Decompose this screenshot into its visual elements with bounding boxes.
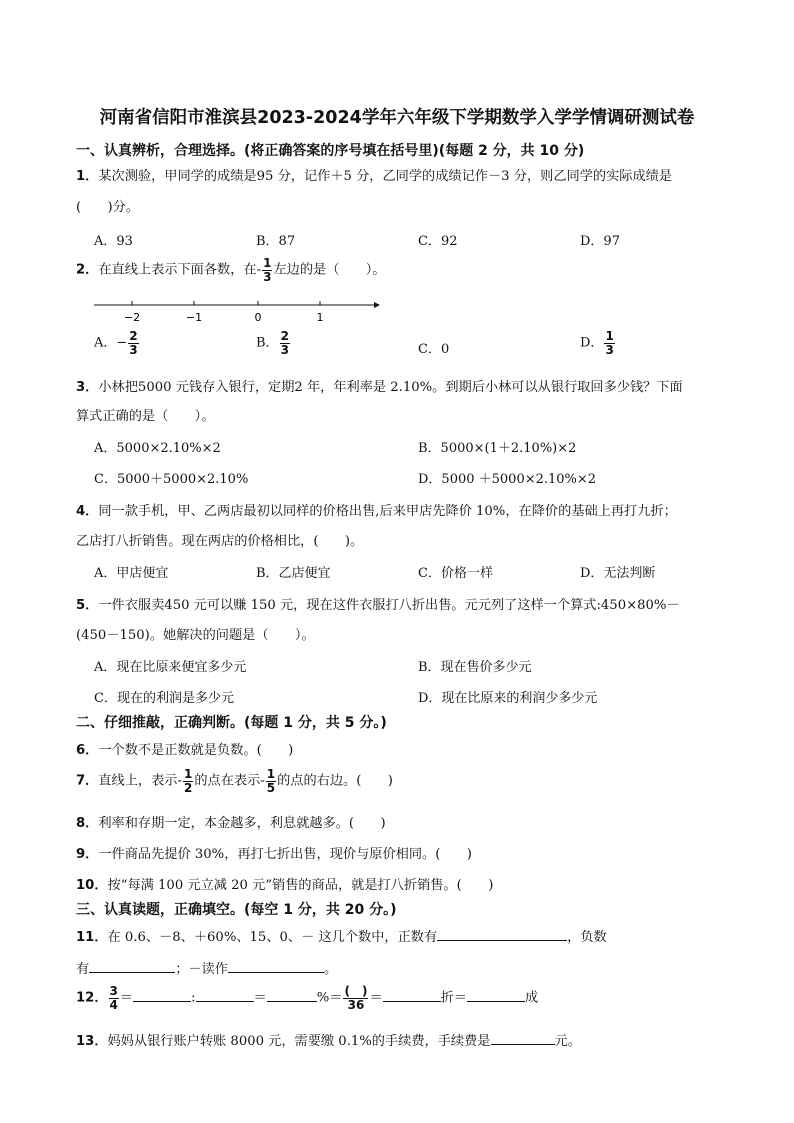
answer-blank[interactable]	[196, 988, 254, 1002]
denominator: 4	[109, 997, 118, 1012]
question-3-line-2: 算式正确的是（ ）。	[76, 409, 215, 424]
answer-blank[interactable]	[89, 959, 175, 973]
question-text: 在 0.6、－8、＋60%、15、0、－ 这几个数中，正数有	[107, 930, 438, 945]
option-c: C．92	[418, 234, 458, 249]
numerator: 2	[129, 329, 138, 343]
option-b: B．现在售价多少元	[418, 660, 532, 675]
question-4	[76, 500, 677, 519]
question-number: 5．	[76, 598, 99, 613]
question-text: 按“每满 100 元立减 20 元”销售的商品，就是打八折销售。( )	[107, 878, 494, 893]
denominator: 3	[280, 342, 289, 357]
option-a	[94, 330, 140, 356]
fraction	[262, 257, 272, 283]
section-2-heading: 二、仔细推敲，正确判断。(每题 1 分，共 5 分。)	[76, 715, 387, 731]
question-text: 利率和存期一定，本金越多，利息就越多。( )	[98, 816, 386, 831]
question-text: 小林把5000 元钱存入银行，定期2 年，年利率是 2.10%。到期后小林可以从银行取回多少钱？下面	[98, 380, 683, 395]
question-11	[76, 926, 607, 945]
question-1	[76, 165, 672, 184]
question-number: 7．	[76, 773, 99, 789]
numerator: ( )	[344, 984, 368, 998]
question-number: 8．	[76, 816, 99, 831]
question-text-end: 。	[323, 962, 338, 977]
question-number: 13．	[76, 1034, 108, 1049]
denominator: 3	[129, 342, 138, 357]
cheng-label: 成	[525, 990, 539, 1006]
question-text-mid: 的点在表示-	[194, 773, 265, 789]
answer-blank[interactable]	[383, 988, 441, 1002]
answer-blank[interactable]	[437, 927, 567, 941]
percent-equals: %＝	[316, 990, 343, 1006]
option-b: B．5000×(1＋2.10%)×2	[418, 441, 577, 456]
question-text: 妈妈从银行账户转账 8000 元，需要缴 0.1%的手续费，手续费是	[107, 1034, 491, 1049]
answer-blank[interactable]	[228, 959, 324, 973]
question-text-end: 左边的是（ ）。	[273, 262, 386, 278]
question-2	[76, 257, 386, 283]
denominator: 3	[263, 269, 272, 284]
answer-blank[interactable]	[267, 988, 317, 1002]
question-number: 2．	[76, 262, 99, 278]
option-d: D．97	[580, 234, 620, 249]
question-number: 3．	[76, 380, 99, 395]
option-b: B．乙店便宜	[256, 566, 331, 581]
option-letter: A．	[94, 335, 117, 351]
question-text: 同一款手机，甲、乙两店最初以同样的价格出售,后来甲店先降价 10%，在降价的基础上再打九折；	[98, 504, 677, 519]
question-3	[76, 376, 683, 395]
arrow-icon	[374, 302, 380, 308]
option-letter: B．	[256, 335, 279, 351]
question-text-mid: ；－读作	[175, 962, 228, 977]
question-6	[76, 739, 293, 758]
denominator: 36	[347, 997, 365, 1012]
section-1-heading: 一、认真辨析，合理选择。(将正确答案的序号填在括号里)(每题 2 分，共 10 分)	[76, 143, 585, 159]
question-text-end: ，负数	[567, 930, 607, 945]
minus-sign: −	[116, 335, 128, 351]
question-5-line-2: (450－150)。她解决的问题是（ ）。	[76, 628, 315, 643]
question-number: 10．	[76, 878, 108, 893]
fraction	[109, 985, 119, 1011]
question-number: 4．	[76, 504, 99, 519]
question-number: 1．	[76, 169, 99, 184]
option-b: B．87	[256, 234, 296, 249]
option-d: D．现在比原来的利润少多少元	[418, 691, 598, 706]
number-line	[92, 297, 382, 327]
question-5	[76, 594, 680, 613]
colon-sign: :	[191, 990, 196, 1006]
question-text-end: 元。	[554, 1034, 581, 1049]
answer-blank[interactable]	[467, 988, 525, 1002]
question-1-line-2: ( )分。	[76, 200, 140, 215]
numerator: 1	[263, 256, 272, 270]
numerator: 1	[183, 767, 193, 781]
fraction	[343, 985, 368, 1011]
equals-sign: ＝	[119, 990, 134, 1006]
question-number: 6．	[76, 743, 99, 758]
tick-label: −2	[123, 311, 141, 324]
option-d: D．无法判断	[580, 566, 656, 581]
tick-label: 0	[254, 311, 262, 324]
option-c: C．现在的利润是多少元	[94, 691, 234, 706]
fraction	[128, 330, 138, 356]
question-10	[76, 874, 493, 893]
question-number: 11．	[76, 930, 108, 945]
question-11-line-2	[76, 958, 337, 977]
tick-label: 1	[316, 311, 324, 324]
question-8	[76, 812, 386, 831]
question-text: 一件商品先提价 30%，再打七折出售，现价与原价相同。( )	[98, 847, 472, 862]
option-a: A．现在比原来便宜多少元	[94, 660, 247, 675]
fraction	[266, 768, 276, 794]
equals-sign: ＝	[253, 990, 267, 1006]
fraction	[604, 330, 614, 356]
question-text-end: 的点的右边。( )	[277, 773, 393, 789]
option-c: C．价格一样	[418, 566, 493, 581]
question-4-line-2: 乙店打八折销售。现在两店的价格相比，( )。	[76, 534, 364, 549]
tick-label: −1	[185, 311, 203, 324]
question-text: 某次测验，甲同学的成绩是95 分，记作＋5 分，乙同学的成绩记作－3 分，则乙同学的实际成绩是	[98, 169, 673, 184]
question-text: 一个数不是正数就是负数。( )	[98, 743, 294, 758]
option-a: A．93	[94, 234, 133, 249]
discount-label: 折＝	[440, 990, 467, 1006]
option-text: 0	[440, 342, 450, 357]
option-c	[418, 338, 449, 357]
option-letter: C．	[418, 342, 441, 357]
option-d	[580, 330, 616, 356]
equals-sign: ＝	[369, 990, 383, 1006]
option-d: D．5000 ＋5000×2.10%×2	[418, 472, 597, 487]
option-a: A．5000×2.10%×2	[94, 441, 221, 456]
section-3-heading: 三、认真读题，正确填空。(每空 1 分，共 20 分。)	[76, 902, 397, 918]
option-c: C．5000＋5000×2.10%	[94, 472, 249, 487]
question-7	[76, 768, 393, 794]
question-text: 一件衣服卖450 元可以赚 150 元，现在这件衣服打八折出售。元元列了这样一个算式:450×80%－	[98, 598, 680, 613]
fraction	[183, 768, 193, 794]
denominator: 5	[266, 780, 276, 795]
question-12	[76, 985, 538, 1011]
question-9	[76, 843, 472, 862]
option-letter: D．	[580, 335, 604, 351]
question-number: 12．	[76, 990, 108, 1006]
question-text: 直线上，表示-	[98, 773, 182, 789]
numerator: 3	[109, 984, 118, 998]
fraction	[280, 330, 290, 356]
exam-title: 河南省信阳市淮滨县2023-2024学年六年级下学期数学入学学情调研测试卷	[99, 108, 695, 128]
option-a: A．甲店便宜	[94, 566, 169, 581]
numerator: 1	[605, 329, 614, 343]
denominator: 2	[183, 780, 193, 795]
question-number: 9．	[76, 847, 99, 862]
numerator: 1	[266, 767, 276, 781]
numerator: 2	[280, 329, 289, 343]
question-text: 有	[76, 962, 90, 977]
option-b	[256, 330, 291, 356]
answer-blank[interactable]	[491, 1031, 555, 1045]
answer-blank[interactable]	[133, 988, 191, 1002]
question-text: 在直线上表示下面各数，在-	[98, 262, 262, 278]
question-13	[76, 1030, 581, 1049]
denominator: 3	[605, 342, 614, 357]
